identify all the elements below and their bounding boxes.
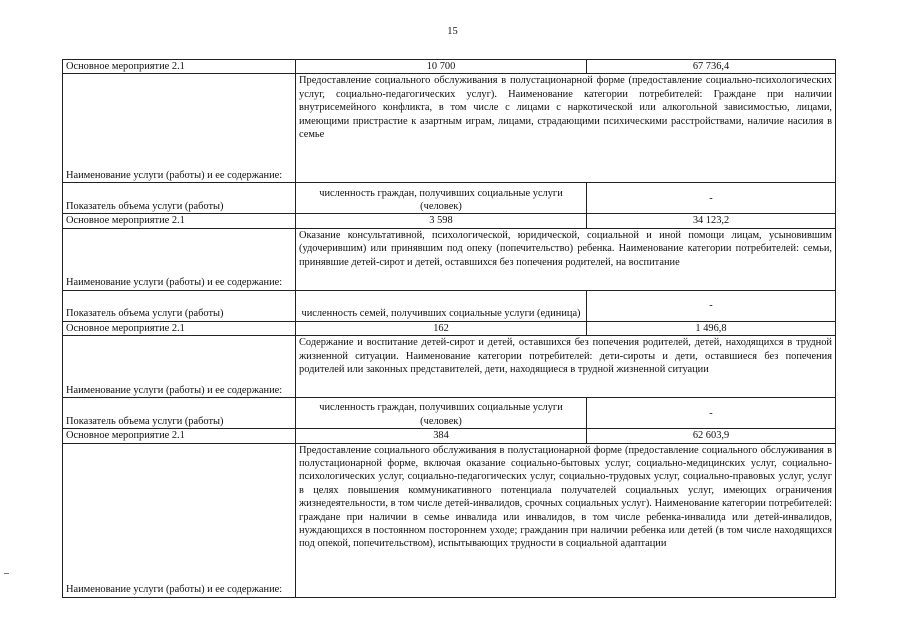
measure-label: Основное мероприятие 2.1 [63,60,296,74]
service-description: Предоставление социального обслуживания в полустационарной форме (предоставление социального обслуживания в полустационарной форме, включая оказание социально-бытовых услуг, социально-медицинских услуг, социально-психологических услуг, социально-педагогических услуг, социально-трудовых услуг, социально-правовых услуг, услуг в целях повышения коммуникативного потенциала получателей социальных услуг, имеющих ограничения жизнедеятельности, в том числе детей-инвалидов, срочных социальных услуг). Наименование категории потребителей: граждане при наличии в семье инвалида или инвалидов, в том числе ребенка-инвалида или детей-инвалидов, нуждающихся в постоянном постороннем уходе; гражданин при наличии ребенка или детей (в том числе находящихся под опекой, попечительством), испытывающих трудности в социальной адаптации [296,443,836,597]
table-row [63,183,836,214]
service-label: Наименование услуги (работы) и ее содержание: [63,336,296,398]
table-row [63,336,836,398]
indicator-value: численность семей, получивших социальные услуги (единица) [296,290,587,321]
service-description: Содержание и воспитание детей-сирот и детей, оставшихся без попечения родителей, детей, находящихся в трудной жизненной ситуации. Наименование категории потребителей: дети-сироты и дети, оставшиеся без попечения родителей или законных представителей, дети, находящиеся в трудной жизненной ситуации [296,336,836,398]
margin-mark [4,573,9,574]
table-row [63,290,836,321]
measure-label: Основное мероприятие 2.1 [63,429,296,443]
indicator-value: численность граждан, получивших социальные услуги (человек) [296,398,587,429]
service-description: Оказание консультативной, психологической, юридической, социальной и иной помощи лицам, усыновившим (удочерившим) или принявшим под опеку (попечительство) ребенка. Наименование категории потребителей: семьи, принявшие детей-сирот и детей, оставшихся без попечения родителей, на воспитание [296,228,836,290]
measure-label: Основное мероприятие 2.1 [63,321,296,335]
measure-amount: 1 496,8 [587,321,836,335]
page-number: 15 [447,26,458,37]
measure-volume: 162 [296,321,587,335]
table-row [63,60,836,74]
service-description: Предоставление социального обслуживания в полустационарной форме (предоставление социально-психологических услуг, социально-педагогических услуг). Наименование категории потребителей: Граждане при наличии внутрисемейного конфликта, в том числе с лицами с наркотической или алкогольной зависимостью, лицами, имеющими пристрастие к азартным играм, лицами, страдающими психическими расстройствами, наличие насилия в семье [296,74,836,183]
service-label: Наименование услуги (работы) и ее содержание: [63,228,296,290]
services-table [62,59,836,598]
indicator-label: Показатель объема услуги (работы) [63,398,296,429]
service-label: Наименование услуги (работы) и ее содержание: [63,443,296,597]
table-row [63,228,836,290]
indicator-dash: - [587,398,836,429]
indicator-value: численность граждан, получивших социальные услуги (человек) [296,183,587,214]
measure-volume: 10 700 [296,60,587,74]
measure-amount: 67 736,4 [587,60,836,74]
indicator-label: Показатель объема услуги (работы) [63,290,296,321]
measure-amount: 34 123,2 [587,214,836,228]
measure-volume: 3 598 [296,214,587,228]
table-row [63,321,836,335]
table-row [63,443,836,597]
indicator-dash: - [587,183,836,214]
indicator-label: Показатель объема услуги (работы) [63,183,296,214]
service-label: Наименование услуги (работы) и ее содержание: [63,74,296,183]
table-row [63,429,836,443]
measure-amount: 62 603,9 [587,429,836,443]
table-row [63,74,836,183]
table-row [63,214,836,228]
measure-volume: 384 [296,429,587,443]
table-row [63,398,836,429]
measure-label: Основное мероприятие 2.1 [63,214,296,228]
indicator-dash: - [587,290,836,321]
